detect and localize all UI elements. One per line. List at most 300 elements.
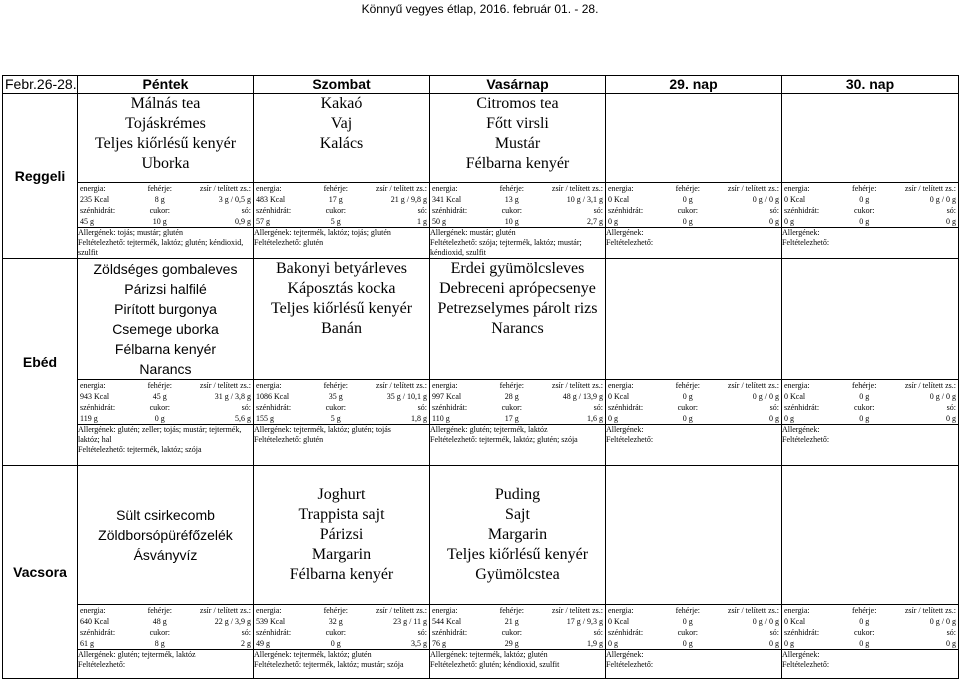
nutrition-value: fehérje: xyxy=(499,184,525,193)
nutrition-line xyxy=(606,605,781,616)
nutrition-value: energia: xyxy=(784,184,810,193)
nutrition-value: 0 g / 0 g xyxy=(929,617,956,626)
allergen-cell xyxy=(254,228,430,259)
nutrition-line xyxy=(430,605,605,616)
day-header: Péntek xyxy=(78,76,254,94)
nutrition-value: fehérje: xyxy=(147,184,173,193)
nutrition-value: 22 g / 3,9 g xyxy=(214,617,251,626)
nutrition-value: 0 Kcal xyxy=(784,195,806,204)
nutrition-value: cukor: xyxy=(501,628,523,637)
nutrition-value: 17 g xyxy=(504,414,519,423)
nutrition-value: só: xyxy=(417,628,427,637)
possible-allergen-text: Feltételezhető: xyxy=(782,435,830,444)
nutrition-value: só: xyxy=(946,206,956,215)
dish-item: Trappista sajt xyxy=(298,506,385,523)
nutrition-line xyxy=(78,402,253,413)
nutrition-value: zsír / telített zs.: xyxy=(375,606,427,615)
nutrition-value: energia: xyxy=(256,184,282,193)
nutrition-value: 1086 Kcal xyxy=(256,392,290,401)
nutrition-value: 544 Kcal xyxy=(432,617,462,626)
nutrition-value: 3,5 g xyxy=(411,639,427,648)
dish-cell xyxy=(430,94,606,183)
nutrition-value: cukor: xyxy=(325,628,347,637)
meal-dishes-row xyxy=(3,94,959,183)
nutrition-value: 0 g xyxy=(784,639,794,648)
nutrition-value: 13 g xyxy=(504,195,519,204)
nutrition-line xyxy=(606,638,781,649)
allergen-text: Allergének: glutén; tejtermék, laktóz xyxy=(430,425,548,434)
nutrition-value: energia: xyxy=(784,381,810,390)
allergen-text: Allergének: tejtermék, laktóz; glutén; tojás xyxy=(254,425,391,434)
nutrition-line xyxy=(254,391,429,402)
nutrition-line xyxy=(78,194,253,205)
allergen-text: Allergének: mustár; glutén xyxy=(430,228,516,237)
possible-allergen-text: Feltételezhető: glutén; kéndioxid, szulfit xyxy=(430,660,560,669)
dish-item: Puding xyxy=(494,486,541,503)
nutrition-value: 5,6 g xyxy=(235,414,251,423)
possible-allergen-text: Feltételezhető: tejtermék, laktóz; szója xyxy=(78,445,202,454)
nutrition-value: fehérje: xyxy=(675,606,701,615)
nutrition-line xyxy=(430,183,605,194)
nutrition-line xyxy=(254,638,429,649)
nutrition-value: fehérje: xyxy=(499,381,525,390)
nutrition-cell xyxy=(606,183,782,228)
dish-item: Citromos tea xyxy=(476,95,559,112)
possible-allergen-text: Feltételezhető: tejtermék, laktóz; mustár; szója xyxy=(254,660,404,669)
dish-cell xyxy=(430,466,606,605)
nutrition-line xyxy=(606,216,781,227)
nutrition-value: fehérje: xyxy=(499,606,525,615)
date-range-header: Febr.26-28. xyxy=(3,76,78,94)
nutrition-value: cukor: xyxy=(149,403,171,412)
nutrition-value: só: xyxy=(593,628,603,637)
nutrition-value: cukor: xyxy=(149,206,171,215)
nutrition-value: fehérje: xyxy=(323,606,349,615)
dish-item: Sült csirkecomb xyxy=(116,507,215,523)
nutrition-value: 8 g xyxy=(154,639,165,648)
nutrition-row xyxy=(3,183,959,228)
nutrition-value: zsír / telített zs.: xyxy=(199,184,251,193)
nutrition-value: energia: xyxy=(432,606,458,615)
nutrition-line xyxy=(78,638,253,649)
nutrition-value: 943 Kcal xyxy=(80,392,110,401)
nutrition-value: 3 g / 0,5 g xyxy=(218,195,251,204)
nutrition-value: 0 g xyxy=(682,414,693,423)
nutrition-value: 0 g xyxy=(682,392,693,401)
nutrition-line xyxy=(254,616,429,627)
dish-item: Főtt virsli xyxy=(486,115,549,132)
nutrition-value: cukor: xyxy=(677,403,699,412)
dish-cell xyxy=(782,94,959,183)
nutrition-value: energia: xyxy=(80,381,106,390)
allergen-text: Allergének: xyxy=(782,650,820,659)
dish-cell xyxy=(782,259,959,380)
nutrition-value: fehérje: xyxy=(852,606,877,615)
nutrition-value: zsír / telített zs.: xyxy=(551,606,603,615)
dish-item: Csemege uborka xyxy=(112,321,219,337)
nutrition-value: 0 g xyxy=(682,195,693,204)
nutrition-value: 539 Kcal xyxy=(256,617,286,626)
nutrition-value: cukor: xyxy=(854,628,875,637)
nutrition-value: energia: xyxy=(80,184,106,193)
nutrition-line xyxy=(78,216,253,227)
nutrition-value: 0 g xyxy=(154,414,165,423)
nutrition-cell xyxy=(430,183,606,228)
allergen-cell xyxy=(78,650,254,679)
nutrition-line xyxy=(606,627,781,638)
nutrition-line xyxy=(254,216,429,227)
allergen-cell xyxy=(78,228,254,259)
nutrition-row xyxy=(3,605,959,650)
dish-item: Joghurt xyxy=(317,486,366,503)
nutrition-line xyxy=(782,627,958,638)
nutrition-value: cukor: xyxy=(854,206,875,215)
nutrition-value: 49 g xyxy=(256,639,270,648)
nutrition-cell xyxy=(430,605,606,650)
nutrition-value: 0 g xyxy=(784,414,794,423)
nutrition-value: szénhidrát: xyxy=(608,628,644,637)
nutrition-value: 0 g xyxy=(682,217,693,226)
dish-cell xyxy=(78,259,254,380)
nutrition-value: 10 g / 3,1 g xyxy=(566,195,603,204)
nutrition-value: szénhidrát: xyxy=(80,403,116,412)
dish-cell xyxy=(78,94,254,183)
dish-item: Vaj xyxy=(330,115,353,132)
nutrition-value: 35 g / 10,1 g xyxy=(386,392,427,401)
nutrition-value: 1,6 g xyxy=(587,414,603,423)
nutrition-value: energia: xyxy=(432,184,458,193)
nutrition-value: 0 g xyxy=(769,414,779,423)
nutrition-line xyxy=(606,391,781,402)
nutrition-line xyxy=(78,413,253,424)
dish-item: Tojáskrémes xyxy=(125,115,206,132)
allergen-cell xyxy=(430,228,606,259)
nutrition-value: 5 g xyxy=(330,217,341,226)
nutrition-value: cukor: xyxy=(677,628,699,637)
nutrition-value: 0 g / 0 g xyxy=(929,195,956,204)
dish-item: Párizsi halfilé xyxy=(124,281,207,297)
allergen-text: Allergének: xyxy=(782,228,820,237)
nutrition-value: cukor: xyxy=(325,206,347,215)
allergen-cell xyxy=(782,650,959,679)
nutrition-line xyxy=(78,391,253,402)
nutrition-value: só: xyxy=(241,403,251,412)
nutrition-value: 1,8 g xyxy=(411,414,427,423)
nutrition-value: só: xyxy=(946,403,956,412)
nutrition-value: 235 Kcal xyxy=(80,195,110,204)
possible-allergen-text: Feltételezhető: xyxy=(782,238,830,247)
nutrition-value: szénhidrát: xyxy=(256,628,292,637)
nutrition-value: 640 Kcal xyxy=(80,617,110,626)
dish-item: Félbarna kenyér xyxy=(465,155,570,172)
possible-allergen-text: Feltételezhető: xyxy=(78,660,126,669)
nutrition-value: szénhidrát: xyxy=(784,403,820,412)
nutrition-value: cukor: xyxy=(149,628,171,637)
dish-item: Káposztás kocka xyxy=(287,280,396,297)
dish-item: Félbarna kenyér xyxy=(114,341,217,357)
nutrition-line xyxy=(78,205,253,216)
nutrition-value: 10 g xyxy=(504,217,519,226)
nutrition-line xyxy=(606,413,781,424)
header-row xyxy=(3,76,959,94)
dish-item: Margarin xyxy=(311,546,372,563)
nutrition-value: 48 g / 13,9 g xyxy=(562,392,603,401)
nutrition-value: zsír / telített zs.: xyxy=(904,606,956,615)
page-title: Könnyű vegyes étlap, 2016. február 01. - 28. xyxy=(361,2,599,16)
nutrition-line xyxy=(78,183,253,194)
nutrition-line xyxy=(782,391,958,402)
nutrition-cell xyxy=(782,605,959,650)
allergen-text: Allergének: tejtermék, laktóz; tojás; glutén xyxy=(254,228,391,237)
dish-item: Banán xyxy=(321,320,362,337)
nutrition-value: 48 g xyxy=(152,617,167,626)
nutrition-value: 76 g xyxy=(432,639,446,648)
nutrition-line xyxy=(430,380,605,391)
nutrition-value: szénhidrát: xyxy=(432,403,468,412)
possible-allergen-text: Feltételezhető: tejtermék, laktóz; glutén; szója xyxy=(430,435,578,444)
nutrition-cell xyxy=(606,380,782,425)
allergen-cell xyxy=(254,425,430,466)
nutrition-value: só: xyxy=(769,628,779,637)
nutrition-value: cukor: xyxy=(501,206,523,215)
nutrition-line xyxy=(254,413,429,424)
dish-item: Gyümölcstea xyxy=(475,566,560,583)
nutrition-value: só: xyxy=(417,206,427,215)
nutrition-value: 0 g xyxy=(859,639,870,648)
nutrition-line xyxy=(254,194,429,205)
allergen-text: Allergének: xyxy=(606,228,644,237)
nutrition-line xyxy=(606,616,781,627)
nutrition-value: fehérje: xyxy=(323,381,349,390)
nutrition-value: só: xyxy=(241,628,251,637)
nutrition-cell xyxy=(78,605,254,650)
nutrition-cell xyxy=(430,380,606,425)
nutrition-value: 0 Kcal xyxy=(608,617,630,626)
dish-cell xyxy=(430,259,606,380)
nutrition-line xyxy=(606,194,781,205)
nutrition-line xyxy=(78,627,253,638)
nutrition-value: 0 g / 0 g xyxy=(752,392,779,401)
nutrition-value: 45 g xyxy=(80,217,94,226)
allergen-cell xyxy=(782,228,959,259)
dish-item: Párizsi xyxy=(319,526,364,543)
nutrition-value: 0 g xyxy=(330,639,341,648)
nutrition-line xyxy=(430,627,605,638)
nutrition-line xyxy=(782,205,958,216)
nutrition-line xyxy=(254,380,429,391)
nutrition-cell xyxy=(606,605,782,650)
nutrition-value: 32 g xyxy=(328,617,343,626)
nutrition-value: energia: xyxy=(256,381,282,390)
nutrition-value: 997 Kcal xyxy=(432,392,462,401)
nutrition-cell xyxy=(78,183,254,228)
nutrition-line xyxy=(430,194,605,205)
allergen-cell xyxy=(606,425,782,466)
possible-allergen-text: Feltételezhető: xyxy=(782,660,830,669)
possible-allergen-text: Feltételezhető: tejtermék, laktóz; glutén; kéndioxid, szulfit xyxy=(78,238,244,257)
allergen-cell xyxy=(430,425,606,466)
nutrition-line xyxy=(254,205,429,216)
nutrition-value: zsír / telített zs.: xyxy=(727,381,779,390)
nutrition-value: 21 g xyxy=(504,617,519,626)
nutrition-line xyxy=(254,183,429,194)
nutrition-value: 57 g xyxy=(256,217,270,226)
nutrition-line xyxy=(782,605,958,616)
nutrition-value: szénhidrát: xyxy=(608,403,644,412)
nutrition-value: szénhidrát: xyxy=(432,628,468,637)
nutrition-value: 0 g xyxy=(859,392,870,401)
nutrition-line xyxy=(430,638,605,649)
nutrition-line xyxy=(254,605,429,616)
dish-item: Félbarna kenyér xyxy=(289,566,394,583)
nutrition-value: fehérje: xyxy=(323,184,349,193)
meal-name: Reggeli xyxy=(3,94,78,259)
nutrition-value: cukor: xyxy=(325,403,347,412)
dish-cell xyxy=(254,466,430,605)
dish-cell xyxy=(606,466,782,605)
dish-item: Teljes kiőrlésű kenyér xyxy=(94,135,237,152)
allergen-cell xyxy=(430,650,606,679)
allergen-cell xyxy=(78,425,254,466)
nutrition-value: 0 g / 0 g xyxy=(752,617,779,626)
dish-cell xyxy=(78,466,254,605)
nutrition-line xyxy=(606,205,781,216)
dish-item: Zöldborsópüréfőzelék xyxy=(98,527,233,543)
nutrition-value: szénhidrát: xyxy=(784,206,820,215)
nutrition-value: 0 Kcal xyxy=(784,392,806,401)
nutrition-value: cukor: xyxy=(501,403,523,412)
nutrition-value: só: xyxy=(593,403,603,412)
dish-item: Bakonyi betyárleves xyxy=(275,260,408,277)
nutrition-value: 0 Kcal xyxy=(784,617,806,626)
nutrition-line xyxy=(606,183,781,194)
nutrition-line xyxy=(78,605,253,616)
nutrition-value: 1,9 g xyxy=(587,639,603,648)
nutrition-value: 28 g xyxy=(504,392,519,401)
nutrition-value: 0 g xyxy=(859,617,870,626)
allergen-row xyxy=(3,650,959,679)
nutrition-value: 0 g xyxy=(945,639,956,648)
allergen-text: Allergének: tejtermék, laktóz; glutén xyxy=(430,650,548,659)
nutrition-value: energia: xyxy=(432,381,458,390)
nutrition-value: 5 g xyxy=(330,414,341,423)
nutrition-value: zsír / telített zs.: xyxy=(904,184,956,193)
meal-dishes-row xyxy=(3,259,959,380)
nutrition-line xyxy=(782,183,958,194)
nutrition-value: fehérje: xyxy=(147,606,173,615)
nutrition-line xyxy=(782,380,958,391)
possible-allergen-text: Feltételezhető: xyxy=(606,238,654,247)
nutrition-value: szénhidrát: xyxy=(256,206,292,215)
nutrition-value: 0 g xyxy=(945,217,956,226)
nutrition-value: só: xyxy=(417,403,427,412)
dish-item: Teljes kiőrlésű kenyér xyxy=(446,546,589,563)
nutrition-value: fehérje: xyxy=(675,184,701,193)
nutrition-value: só: xyxy=(241,206,251,215)
nutrition-value: fehérje: xyxy=(147,381,173,390)
nutrition-line xyxy=(430,402,605,413)
nutrition-line xyxy=(430,391,605,402)
nutrition-line xyxy=(782,638,958,649)
allergen-row xyxy=(3,228,959,259)
dish-item: Mustár xyxy=(494,135,541,152)
nutrition-value: 17 g / 9,3 g xyxy=(566,617,603,626)
nutrition-value: 10 g xyxy=(152,217,167,226)
allergen-row xyxy=(3,425,959,466)
nutrition-value: energia: xyxy=(80,606,106,615)
nutrition-value: 0 Kcal xyxy=(608,195,630,204)
nutrition-value: 0 g xyxy=(945,414,956,423)
dish-cell xyxy=(606,94,782,183)
nutrition-line xyxy=(782,413,958,424)
nutrition-line xyxy=(606,402,781,413)
nutrition-value: 8 g xyxy=(154,195,165,204)
nutrition-value: 50 g xyxy=(432,217,446,226)
nutrition-value: 23 g / 11 g xyxy=(393,617,427,626)
allergen-cell xyxy=(606,228,782,259)
nutrition-value: zsír / telített zs.: xyxy=(727,184,779,193)
nutrition-value: cukor: xyxy=(677,206,699,215)
nutrition-value: energia: xyxy=(608,381,634,390)
dish-cell xyxy=(606,259,782,380)
nutrition-value: só: xyxy=(593,206,603,215)
nutrition-value: zsír / telített zs.: xyxy=(904,381,956,390)
dish-item: Ásványvíz xyxy=(133,547,198,563)
dish-item: Zöldséges gombaleves xyxy=(93,261,238,277)
nutrition-value: szénhidrát: xyxy=(80,206,116,215)
nutrition-value: szénhidrát: xyxy=(608,206,644,215)
allergen-cell xyxy=(782,425,959,466)
nutrition-line xyxy=(430,413,605,424)
nutrition-value: energia: xyxy=(608,606,634,615)
nutrition-value: só: xyxy=(946,628,956,637)
nutrition-line xyxy=(430,216,605,227)
nutrition-value: 483 Kcal xyxy=(256,195,286,204)
nutrition-value: 31 g / 3,8 g xyxy=(214,392,251,401)
nutrition-value: 0 g xyxy=(608,217,618,226)
nutrition-line xyxy=(782,194,958,205)
nutrition-value: só: xyxy=(769,206,779,215)
nutrition-value: 0 Kcal xyxy=(608,392,630,401)
nutrition-value: zsír / telített zs.: xyxy=(375,184,427,193)
dish-item: Erdei gyümölcsleves xyxy=(450,260,585,277)
nutrition-line xyxy=(78,616,253,627)
dish-item: Sajt xyxy=(505,506,530,523)
meal-dishes-row xyxy=(3,466,959,605)
dish-item: Pirított burgonya xyxy=(114,301,217,317)
nutrition-value: fehérje: xyxy=(852,381,877,390)
dish-cell xyxy=(254,94,430,183)
nutrition-cell xyxy=(78,380,254,425)
nutrition-line xyxy=(782,216,958,227)
day-header: 30. nap xyxy=(782,76,959,94)
nutrition-value: 2 g xyxy=(241,639,251,648)
day-header: 29. nap xyxy=(606,76,782,94)
nutrition-value: 119 g xyxy=(80,414,98,423)
nutrition-value: 0 g xyxy=(859,414,870,423)
allergen-text: Allergének: tojás; mustár; glutén xyxy=(78,228,183,237)
possible-allergen-text: Feltételezhető: xyxy=(606,435,654,444)
nutrition-value: 45 g xyxy=(152,392,167,401)
nutrition-value: cukor: xyxy=(854,403,875,412)
possible-allergen-text: Feltételezhető: glutén xyxy=(254,238,324,247)
dish-cell xyxy=(782,466,959,605)
dish-item: Málnás tea xyxy=(130,95,201,112)
nutrition-cell xyxy=(782,380,959,425)
nutrition-value: 155 g xyxy=(256,414,274,423)
nutrition-value: energia: xyxy=(784,606,810,615)
dish-item: Narancs xyxy=(139,361,192,377)
